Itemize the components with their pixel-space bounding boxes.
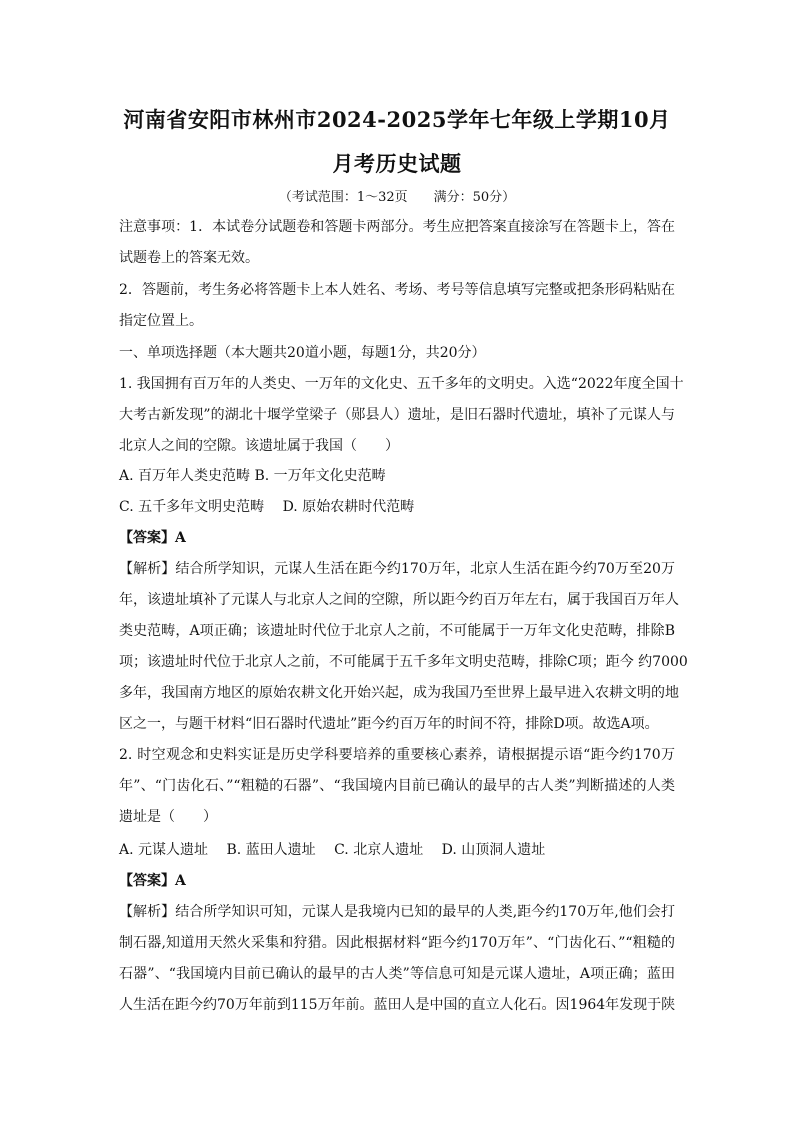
notice-line: 指定位置上。 xyxy=(119,313,203,329)
document-title-continued: 月考历史试题 xyxy=(332,151,462,176)
notice-line: 2．答题前，考生务必将答题卡上本人姓名、考场、考号等信息填写完整或把条形码粘贴在 xyxy=(119,282,675,298)
exam-info: （考试范围：1～32页 满分：50分） xyxy=(278,190,516,205)
analysis-text: 年，该遗址填补了元谋人与北京人之间的空隙，所以距今约百万年左右，属于我国百万年人 xyxy=(119,592,679,608)
option-line: C. 五千多年文明史范畴 D. 原始农耕时代范畴 xyxy=(119,499,415,515)
question-text: 1. 我国拥有百万年的人类史、一万年的文化史、五千多年的文明史。入选“2022年度全国十 xyxy=(119,376,684,392)
question-text: 遗址是（ ） xyxy=(119,809,217,825)
notice-line: 试题卷上的答案无效。 xyxy=(119,250,259,266)
option-line: A. 元谋人遗址 B. 蓝田人遗址 C. 北京人遗址 D. 山顶洞人遗址 xyxy=(119,842,546,858)
analysis-text: 项；该遗址时代位于北京人之前，不可能属于五千多年文明史范畴，排除C项；距今 约7000 xyxy=(119,654,688,670)
answer-label: 【答案】A xyxy=(119,530,186,546)
analysis-text: 【解析】结合所学知识可知，元谋人是我境内已知的最早的人类,距今约170万年,他们会打 xyxy=(119,904,675,920)
analysis-text: 石器”、“我国境内目前已确认的最早的古人类”等信息可知是元谋人遗址，A项正确；蓝田 xyxy=(119,966,675,982)
question-text: 北京人之间的空隙。该遗址属于我国（ ） xyxy=(119,438,399,454)
option-line: A. 百万年人类史范畴 B. 一万年文化史范畴 xyxy=(119,468,386,484)
question-text: 年”、“门齿化石、”“粗糙的石器”、“我国境内目前已确认的最早的古人类”判断描述的人类 xyxy=(119,778,675,794)
section-heading: 一、单项选择题（本大题共20道小题，每题1分，共20分） xyxy=(119,345,486,361)
analysis-text: 【解析】结合所学知识，元谋人生活在距今约170万年，北京人生活在距今约70万至20万 xyxy=(119,561,675,577)
document-title: 河南省安阳市林州市2024-2025学年七年级上学期10月 xyxy=(123,107,671,132)
analysis-text: 区之一，与题干材料“旧石器时代遗址”距今约百万年的时间不符，排除D项。故选A项。 xyxy=(119,716,659,732)
question-text: 2. 时空观念和史料实证是历史学科要培养的重要核心素养，请根据提示语“距今约170万 xyxy=(119,747,675,763)
analysis-text: 人生活在距今约70万年前到115万年前。蓝田人是中国的直立人化石。因1964年发现于陕 xyxy=(119,997,676,1013)
analysis-text: 制石器,知道用天然火采集和狩猎。因此根据材料“距今约170万年”、“门齿化石、”“粗糙的 xyxy=(119,935,675,951)
answer-label: 【答案】A xyxy=(119,873,186,889)
analysis-text: 多年，我国南方地区的原始农耕文化开始兴起，成为我国乃至世界上最早进入农耕文明的地 xyxy=(119,685,679,701)
question-text: 大考古新发现”的湖北十堰学堂梁子（郧县人）遗址，是旧石器时代遗址，填补了元谋人与 xyxy=(119,407,675,423)
analysis-text: 类史范畴，A项正确；该遗址时代位于北京人之前，不可能属于一万年文化史范畴，排除B xyxy=(119,623,675,639)
notice-line: 注意事项：1．本试卷分试题卷和答题卡两部分。考生应把答案直接涂写在答题卡上，答在 xyxy=(119,219,675,235)
